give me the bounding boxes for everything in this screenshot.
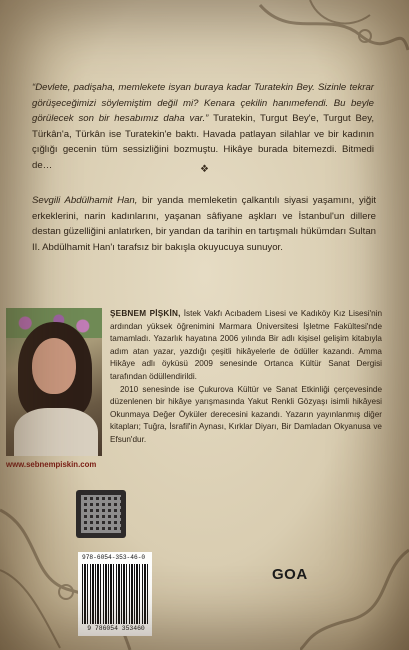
section-divider-icon: ❖ [200, 164, 209, 175]
intro-title: Sevgili Abdülhamit Han, [32, 195, 138, 206]
author-bio-paragraph-2: 2010 senesinde ise Çukurova Kültür ve Sanat Etkinliği çerçevesinde düzenlenen bir hikâye yarışmasında Yakut Renkli Gözyaşı isimli hikâyesi Okunmaya Değer Öyküler derecesini kazandı. Yazarın yayınlanmış diğer kitapları; Tuğra, İsrafil'in Aynası, Kırklar Diyarı, Bir Damladan Okyanusa ve Efsun'dur. [110, 384, 382, 444]
intro-body: bir yanda memleketin çalkantılı siyasi yaşamını, yiğit erkeklerini, narin kadınlarını, yaşanan sâfiyane aşkları ve İstanbul'un dillere destan güzelliğini anlatırken, bir yandan da tarihin en tartışmalı hükümdarı Sultan II. Abdülhamit Han'ı tarafsız bir bakışla okuyucuya sunuyor. [32, 195, 376, 253]
isbn-digits: 9 786054 353460 [87, 625, 145, 632]
quote-italic: “Devlete, padişaha, memlekete isyan buraya kadar Turatekin Bey. Sizinle tekrar görüşeceğimizi söylemiştim değil mi? Kenara çekilin hanımefendi. Bu beyle görülecek son bir hesabımız daha var.” [32, 82, 374, 125]
barcode [78, 552, 152, 636]
author-photo [6, 308, 102, 456]
qr-code-icon [76, 490, 126, 538]
publisher-logo-text: GOA [272, 566, 308, 583]
quote-plain: Turatekin, Turgut Bey'e, Turgut Bey, Türkân'a, Türkân ise Turatekin'e baktı. Havada patlayan silahlar ve bir kadının çığlığı gecenin tüm sessizliğini bozmuştu. Hikâye burada bitemezdi. Bitmedi de… [32, 113, 374, 171]
back-cover-quote [32, 80, 374, 174]
ornament-top-right [250, 0, 409, 70]
barcode-bars [82, 564, 148, 624]
book-description [32, 193, 376, 255]
author-name: ŞEBNEM PİŞKİN, [110, 309, 181, 318]
author-website: www.sebnempiskin.com [6, 460, 97, 469]
ornament-bottom-right [300, 540, 409, 650]
publisher-logo [272, 566, 308, 588]
author-bio [110, 308, 382, 447]
author-bio-paragraph-1: İstek Vakfı Acıbadem Lisesi ve Kadıköy Kız Lisesi'nin ardından yüksek öğrenimini Marmara Üniversitesi İşletme Fakültesi'nde tamamladı. Yazarlık hayatına 2006 yılında Bir adlı kişisel gelişim kitabıyla adım atan yazar, yazdığı çeşitli hikâyelerle de ödüller kazandı. Amma Hikâye adlı öyküsü 2009 senesinde Ortanca Kültür Sanat Dergisi tarafından ödüllendirildi. [110, 309, 382, 381]
isbn-text: 978-6054-353-46-0 [82, 554, 146, 561]
